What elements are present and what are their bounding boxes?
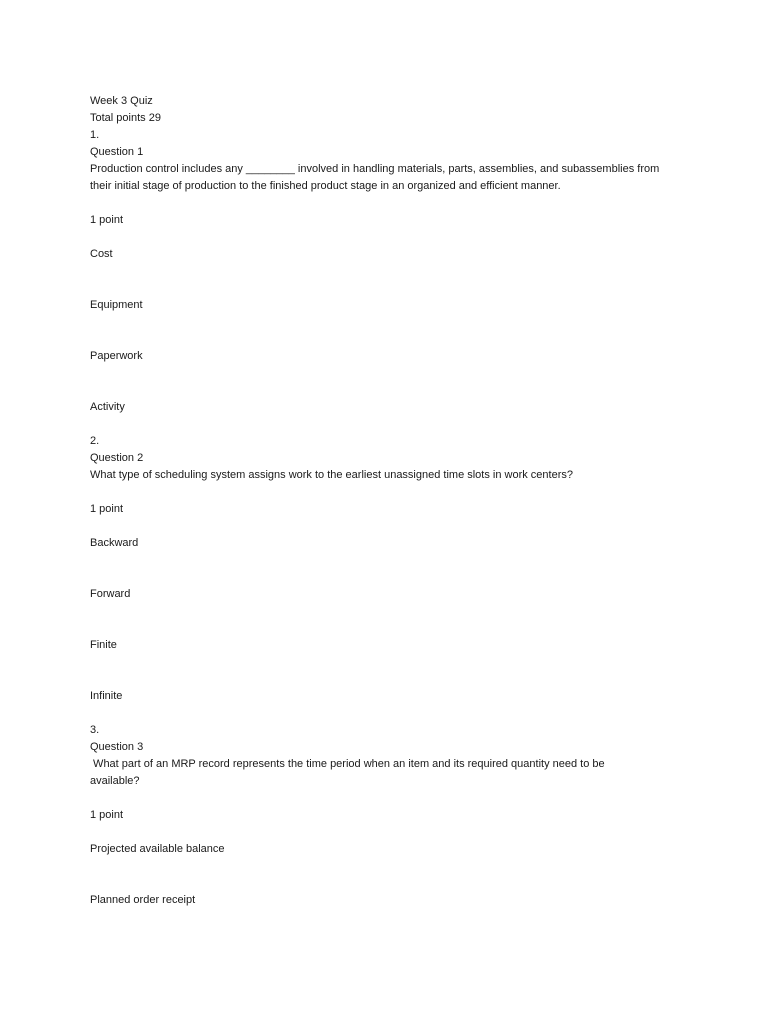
question-points: 1 point — [90, 214, 124, 226]
answer-option[interactable]: Projected available balance — [90, 843, 225, 855]
question-text: Production control includes any ________ involved in handling materials, parts, assemblies, and subassemblies from — [90, 163, 660, 175]
question-text: available? — [90, 775, 140, 787]
question-number: 2. — [90, 435, 100, 447]
question-label: Question 2 — [90, 452, 144, 464]
answer-option[interactable]: Planned order receipt — [90, 894, 196, 906]
question-text: What part of an MRP record represents the time period when an item and its required quantity need to be — [90, 758, 605, 770]
answer-option[interactable]: Infinite — [90, 690, 123, 702]
answer-option[interactable]: Backward — [90, 537, 139, 549]
answer-option[interactable]: Finite — [90, 639, 117, 651]
question-number: 1. — [90, 129, 100, 141]
question-points: 1 point — [90, 809, 124, 821]
quiz-title: Week 3 Quiz — [90, 95, 153, 107]
question-number: 3. — [90, 724, 100, 736]
answer-option[interactable]: Paperwork — [90, 350, 143, 362]
question-text: What type of scheduling system assigns work to the earliest unassigned time slots in work centers? — [90, 469, 574, 481]
question-text: their initial stage of production to the finished product stage in an organized and efficient manner. — [90, 180, 561, 192]
answer-option[interactable]: Activity — [90, 401, 125, 413]
question-label: Question 1 — [90, 146, 144, 158]
answer-option[interactable]: Cost — [90, 248, 113, 260]
total-points: Total points 29 — [90, 112, 161, 124]
question-label: Question 3 — [90, 741, 144, 753]
answer-option[interactable]: Forward — [90, 588, 131, 600]
answer-option[interactable]: Equipment — [90, 299, 143, 311]
question-points: 1 point — [90, 503, 124, 515]
